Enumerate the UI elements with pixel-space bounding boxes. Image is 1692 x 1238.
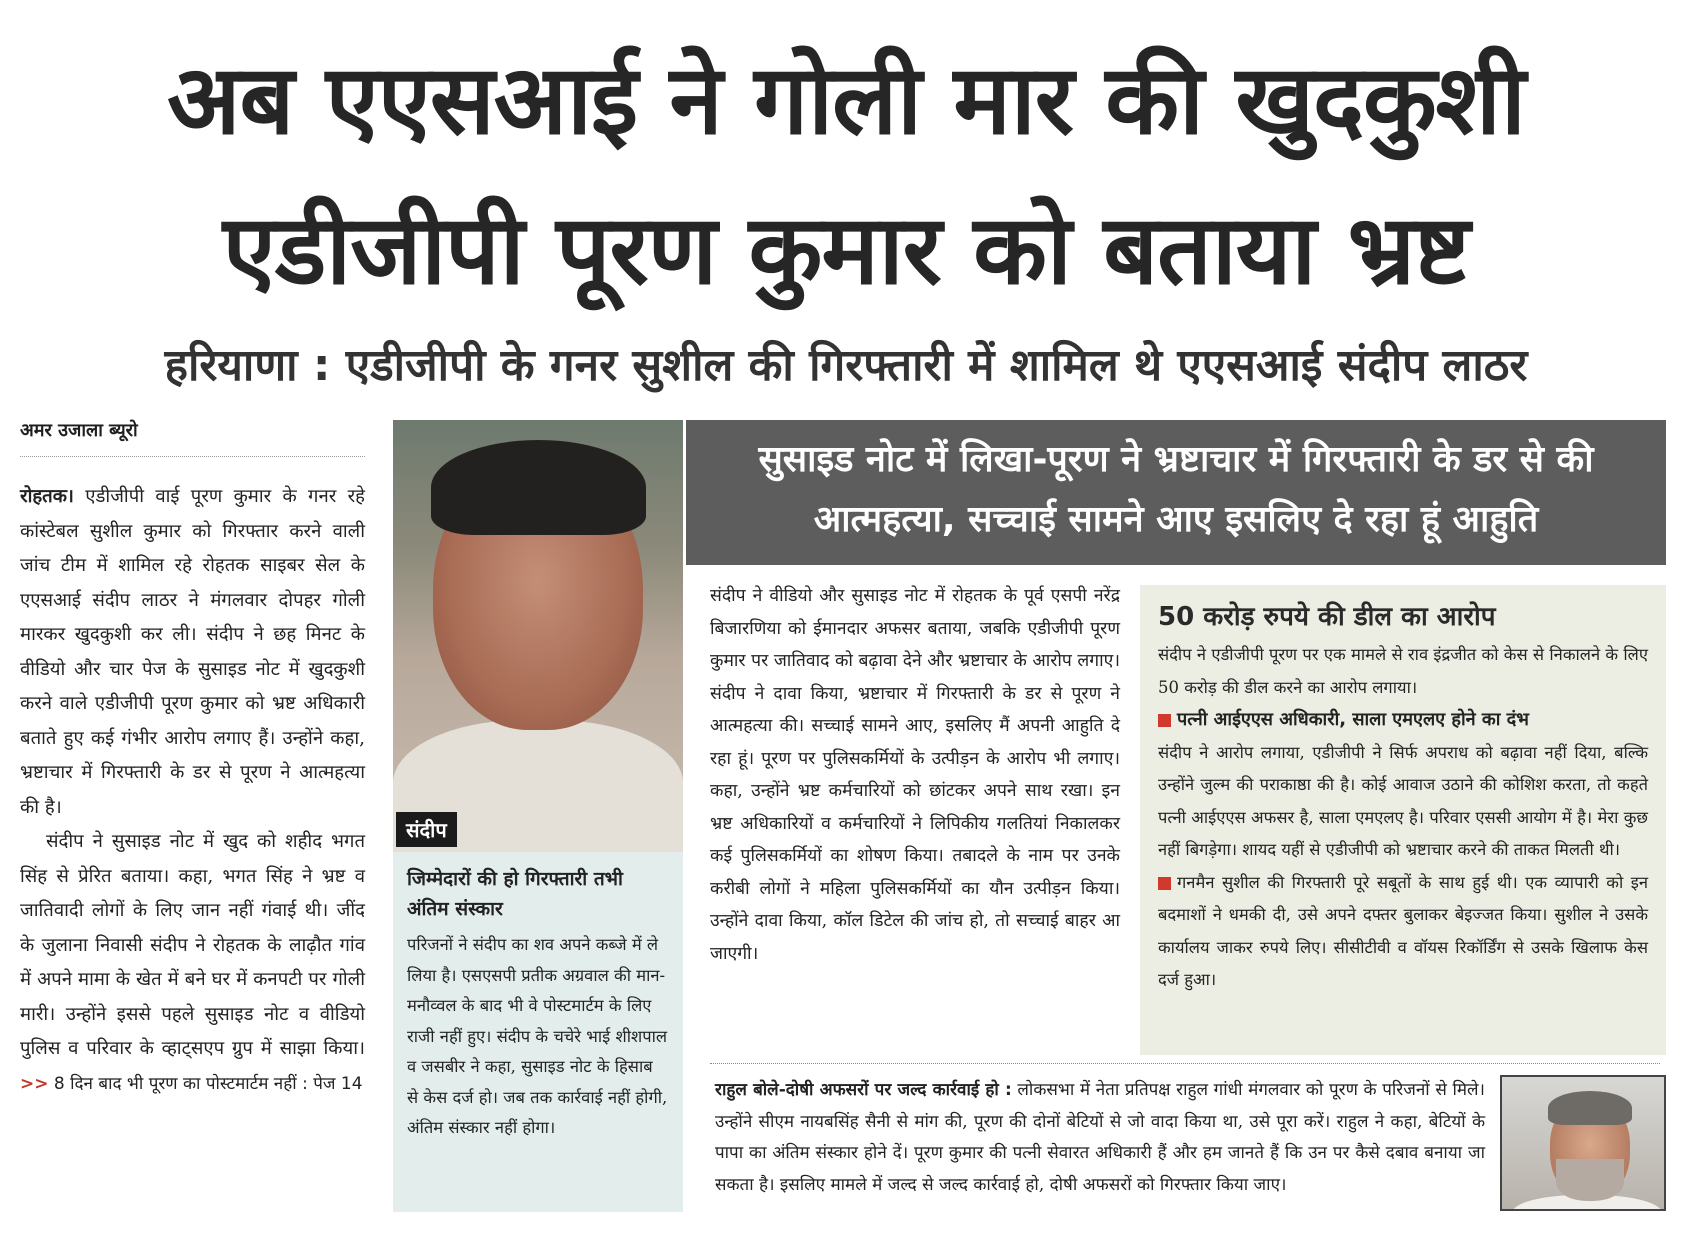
dateline: रोहतक।	[20, 486, 74, 507]
deal-box-section-3	[1158, 867, 1648, 997]
main-story-para-2	[20, 825, 365, 1101]
section-divider	[710, 1063, 1660, 1064]
deal-box-para-3: गनमैन सुशील की गिरफ्तारी पूरे सबूतों के साथ हुई थी। एक व्यापारी को इन बदमाशों ने धमकी दी, उसे अपने दफ्तर बुलाकर बेइज्जत किया। सुशील ने उसके कार्यालय जाकर रुपये लिए। सीसीटीवी व वॉयस रिकॉर्डिंग से उसके खिलाफ केस दर्ज हुआ।	[1158, 872, 1648, 989]
main-story-para-1-text: एडीजीपी वाई पूरण कुमार के गनर रहे कांस्टेबल सुशील कुमार को गिरफ्तार करने वाली जांच टीम में शामिल रहे रोहतक साइबर सेल के एएसआई संदीप लाठर ने मंगलवार दोपहर गोली मारकर खुदकुशी कर ली। संदीप ने छह मिनट के वीडियो और चार पेज के सुसाइड नोट में खुदकुशी करने वाले एडीजीपी पूरण कुमार को भ्रष्ट अधिकारी बताते हुए कई गंभीर आरोप लगाए हैं। उन्होंने कहा, भ्रष्टाचार में गिरफ्तारी के डर से पूरण ने आत्महत्या की है।	[20, 486, 365, 818]
deal-box-subheading: पत्नी आईएएस अधिकारी, साला एमएलए होने का दंभ	[1177, 709, 1529, 730]
quote-banner: सुसाइड नोट में लिखा-पूरण ने भ्रष्टाचार में गिरफ्तारी के डर से की आत्महत्या, सच्चाई सामने आए इसलिए दे रहा हूं आहुति	[686, 420, 1666, 565]
rahul-photo	[1500, 1075, 1666, 1211]
photo-hair	[1548, 1091, 1632, 1125]
deal-box-section-2	[1158, 704, 1648, 737]
page-reference-text: 8 दिन बाद भी पूरण का पोस्टमार्टम नहीं : पेज 14	[53, 1073, 363, 1094]
page-reference[interactable]	[20, 1074, 363, 1094]
story-column-3: संदीप ने वीडियो और सुसाइड नोट में रोहतक के पूर्व एसपी नरेंद्र बिजारणिया को ईमानदार अफसर बताया, जबकि एडीजीपी पूरण कुमार पर जातिवाद को बढ़ावा देने और भ्रष्टाचार के आरोप लगाए। संदीप ने दावा किया, भ्रष्टाचार में गिरफ्तारी के डर से पूरण ने आत्महत्या की। सच्चाई सामने आए, इसलिए मैं अपनी आहुति दे रहा हूं। पूरण पर पुलिसकर्मियों के उत्पीड़न के आरोप भी लगाए। कहा, उन्होंने भ्रष्ट कर्मचारियों को छांटकर अपने साथ रखा। इन भ्रष्ट अधिकारियों व कर्मचारियों ने लिपिकीय गलतियां निकालकर कई पुलिसकर्मियों का शोषण किया। तबादले के नाम पर उनके करीबी लोगों ने महिला पुलिसकर्मियों का यौन उत्पीड़न किया। उन्होंने दावा किया, कॉल डिटेल की जांच हो, तो सच्चाई बाहर आ जाएगी।	[710, 586, 1120, 964]
red-square-bullet-icon	[1158, 877, 1171, 890]
subheadline: हरियाणा : एडीजीपी के गनर सुशील की गिरफ्तारी में शामिल थे एएसआई संदीप लाठर	[164, 340, 1528, 391]
deal-allegation-box	[1140, 585, 1666, 1055]
sandeep-photo	[393, 420, 683, 852]
sidebar-box	[393, 852, 683, 1212]
photo-beard	[1556, 1159, 1624, 1201]
sidebar-body: परिजनों ने संदीप का शव अपने कब्जे में ले लिया है। एसएसपी प्रतीक अग्रवाल की मान-मनौव्वल के बाद भी वे पोस्टमार्टम के लिए राजी नहीं हुए। संदीप के चचेरे भाई शीशपाल व जसबीर ने कहा, सुसाइड नोट के हिसाब से केस दर्ज हो। जब तक कार्रवाई नहीं होगी, अंतिम संस्कार नहीं होगा।	[407, 935, 668, 1137]
sidebar-title: जिम्मेदारों की हो गिरफ्तारी तभी अंतिम संस्कार	[407, 868, 623, 920]
photo-caption: संदीप	[396, 812, 457, 847]
rahul-body: लोकसभा में नेता प्रतिपक्ष राहुल गांधी मंगलवार को पूरण के परिजनों से मिले। उन्होंने सीएम नायबसिंह सैनी से मांग की, पूरण की दोनों बेटियों से जो वादा किया था, उसे पूरा करें। राहुल ने कहा, बेटियों के पापा का अंतिम संस्कार होने दें। पूरण कुमार की पत्नी सेवारत अधिकारी हैं और हम जानते हैं कि उन पर कैसे दबाव बनाया जा सकता है। इसलिए मामले में जल्द से जल्द कार्रवाई हो, दोषी अफसरों को गिरफ्तार किया जाए।	[715, 1080, 1486, 1195]
deal-box-para-2: संदीप ने आरोप लगाया, एडीजीपी ने सिर्फ अपराध को बढ़ावा नहीं दिया, बल्कि उन्होंने जुल्म की पराकाष्ठा की है। कोई आवाज उठाने की कोशिश करता, तो कहते पत्नी आईएएस अफसर है, साला एमएलए है। परिवार एससी आयोग में है। मेरा कुछ नहीं बिगड़ेगा। शायद यहीं से एडीजीपी को भ्रष्टाचार करने की ताकत मिलती थी।	[1158, 742, 1648, 859]
headline-line-2: एडीजीपी पूरण कुमार को बताया भ्रष्ट	[222, 194, 1470, 306]
deal-box-title: 50 करोड़ रुपये की डील का आरोप	[1158, 602, 1496, 632]
main-story-para-2-text: संदीप ने सुसाइड नोट में खुद को शहीद भगत सिंह से प्रेरित बताया। कहा, भगत सिंह ने भ्रष्ट व जातिवादी लोगों के लिए जान नहीं गंवाई थी। जींद के जुलाना निवासी संदीप ने रोहतक के लाढ़ौत गांव में अपने मामा के खेत में बने घर में कनपटी पर गोली मारी। उन्होंने इससे पहले सुसाइड नोट व वीडियो पुलिस व परिवार के व्हाट्सएप ग्रुप में साझा किया।	[20, 831, 365, 1059]
deal-box-para-1: संदीप ने एडीजीपी पूरण पर एक मामले से राव इंद्रजीत को केस से निकालने के लिए 50 करोड़ की डील करने का आरोप लगाया।	[1158, 645, 1648, 697]
red-square-bullet-icon	[1158, 714, 1171, 727]
byline: अमर उजाला ब्यूरो	[20, 418, 365, 457]
reference-arrows-icon: >>	[20, 1073, 49, 1094]
main-story-para-1	[20, 480, 365, 825]
main-story-column	[20, 480, 365, 1101]
rahul-story	[715, 1075, 1485, 1201]
rahul-lead: राहुल बोले-दोषी अफसरों पर जल्द कार्रवाई हो :	[715, 1080, 1012, 1100]
photo-hair	[431, 440, 646, 535]
headline-line-1: अब एएसआई ने गोली मार की खुदकुशी	[167, 44, 1525, 156]
